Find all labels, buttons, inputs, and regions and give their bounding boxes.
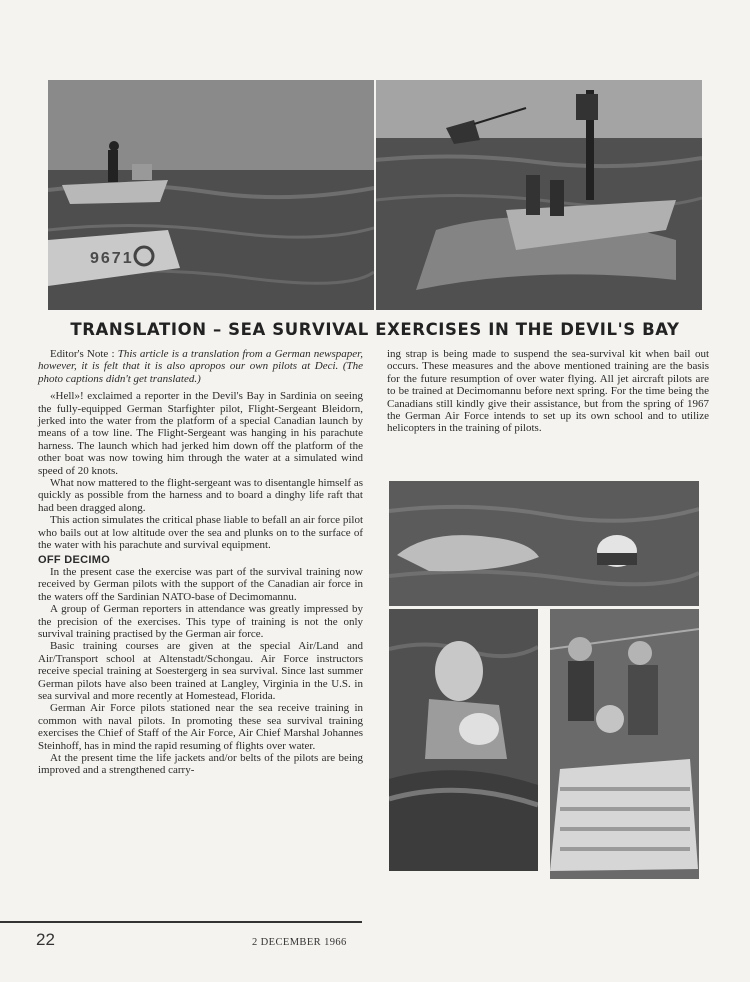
editor-note <box>38 348 363 385</box>
left-text-column <box>38 348 363 777</box>
pilot-boarding-raft-photo <box>389 609 538 871</box>
paragraph: In the present case the exercise was part of the survival training now received by German pilots with the support of the Canadian air force in the waters off the Sardinian NATO-base of Decimomannu. <box>38 565 363 603</box>
paragraph: «Hell»! exclaimed a reporter in the Devil's Bay in Sardinia on seeing the fully-equipped German Starfighter pilot, Flight-Sergeant Bleidorn, jerked into the water from the platform of a special Canadian launch by means of a tow line. The Flight-Sergeant was hanging in his parachute harness. The launch which had jerked him down off the platform of the other boat was now towing him through the water at a simulated wind speed of 20 knots. <box>38 390 363 477</box>
right-text-column <box>387 348 709 435</box>
paragraph: At the present time the life jackets and/or belts of the pilots are being improved and a strengthened carry- <box>38 752 363 777</box>
article-title: TRANSLATION – SEA SURVIVAL EXERCISES IN THE DEVIL'S BAY <box>70 320 680 339</box>
launch-boat-photo <box>48 80 374 310</box>
page-number: 22 <box>36 930 55 949</box>
paragraph: What now mattered to the flight-sergeant was to disentangle himself as quickly as possible from the harness and to board a dinghy life raft that had been dragged along. <box>38 477 363 514</box>
paragraph: A group of German reporters in attendance was greatly impressed by the precision of the exercises. This type of training is not the only survival training practised by the German air force. <box>38 603 363 640</box>
footer-rule <box>0 921 362 923</box>
issue-date: 2 DECEMBER 1966 <box>252 937 347 948</box>
editor-note-lead: Editor's Note : <box>50 348 118 360</box>
pilot-in-water-photo <box>389 481 699 606</box>
paragraph: This action simulates the critical phase liable to befall an air force pilot who bails out at low altitude over the sea and plunks on to the surface of the water with his parachute and survival equipment. <box>38 514 363 552</box>
paragraph: German Air Force pilots stationed near the sea receive training in common with naval pilots. In promoting these sea survival training exercises the Chief of Staff of the Air Force, Air Chief Marshal Johannes Steinhoff, has in mind the rapid resuming of flights over water. <box>38 702 363 752</box>
editor-note-text: This article is a translation from a German newspaper, however, it is felt that it is also apropos our own pilots at Deci. (The photo captions didn't get translated.) <box>38 348 363 385</box>
pilot-towed-photo <box>376 80 702 310</box>
paragraph: ing strap is being made to suspend the sea-survival kit when bail out occurs. These measures and the above mentioned training are the basis for the future resumption of over water flying. All jet aircraft pilots are to be trained at Decimomannu before next spring. For the time being the Canadians still kindly give their assistance, but from the spring of 1967 the German Air Force intends to set up its own school and to utilize helicopters in the training of pilots. <box>387 348 709 435</box>
subheading: OFF DECIMO <box>38 553 111 566</box>
pilots-in-life-raft-photo <box>550 609 699 879</box>
paragraph: Basic training courses are given at the special Air/Land and Air/Transport school at Altenstadt/Schongau. Air Force instructors receive special training at Soestergerg in sea survival. Since last summer German pilots have also been trained at Langley, Virginia in the U.S. in sea survival and more recently at Homestead, Florida. <box>38 640 363 702</box>
boat-number: 9671 <box>90 250 134 267</box>
